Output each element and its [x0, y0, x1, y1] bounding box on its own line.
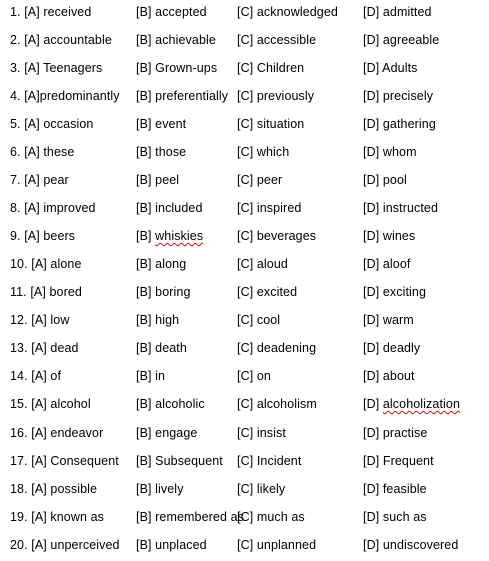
option-c: [C] Incident	[237, 454, 302, 468]
option-d: [D] exciting	[363, 285, 427, 299]
option-c: [C] unplanned	[237, 538, 317, 552]
question-row-4	[0, 84, 489, 112]
option-c: [C] aloud	[237, 257, 288, 271]
question-row-13	[0, 336, 489, 364]
option-b: [B] those	[136, 145, 187, 159]
question-row-12	[0, 308, 489, 336]
option-a: 18. [A] possible	[10, 482, 98, 496]
option-a: 8. [A] improved	[10, 201, 96, 215]
question-row-15	[0, 392, 489, 420]
option-a: 10. [A] alone	[10, 257, 82, 271]
question-row-11	[0, 280, 489, 308]
option-c: [C] accessible	[237, 33, 317, 47]
option-d: [D] Adults	[363, 61, 418, 75]
option-b: [B] high	[136, 313, 180, 327]
option-b: [B] boring	[136, 285, 191, 299]
option-b: [B] unplaced	[136, 538, 207, 552]
option-b: [B] Subsequent	[136, 454, 223, 468]
question-row-16	[0, 421, 489, 449]
option-b: [B] alcoholic	[136, 397, 205, 411]
option-b: [B] Grown-ups	[136, 61, 218, 75]
option-d: [D] wines	[363, 229, 416, 243]
question-row-10	[0, 252, 489, 280]
option-b: [B] event	[136, 117, 187, 131]
question-row-3	[0, 56, 489, 84]
option-d: [D] practise	[363, 426, 428, 440]
option-a: 17. [A] Consequent	[10, 454, 119, 468]
option-c: [C] situation	[237, 117, 305, 131]
option-a: 15. [A] alcohol	[10, 397, 91, 411]
option-a: 14. [A] of	[10, 369, 62, 383]
question-row-1	[0, 0, 489, 28]
option-d-prefix: [D]	[363, 397, 383, 411]
option-a: 2. [A] accountable	[10, 33, 112, 47]
option-d: [D] admitted	[363, 5, 432, 19]
question-row-7	[0, 168, 489, 196]
option-a: 5. [A] occasion	[10, 117, 94, 131]
option-d: [D] such as	[363, 510, 427, 524]
option-a: 3. [A] Teenagers	[10, 61, 103, 75]
question-row-6	[0, 140, 489, 168]
option-a: 12. [A] low	[10, 313, 70, 327]
option-d: [D] aloof	[363, 257, 411, 271]
option-c: [C] excited	[237, 285, 298, 299]
option-d: [D] pool	[363, 173, 407, 187]
option-c: [C] acknowledged	[237, 5, 338, 19]
option-c: [C] beverages	[237, 229, 317, 243]
option-d: [D] feasible	[363, 482, 427, 496]
option-c: [C] alcoholism	[237, 397, 317, 411]
option-d: [D] deadly	[363, 341, 421, 355]
option-b: [B] along	[136, 257, 187, 271]
option-a: 11. [A] bored	[10, 285, 82, 299]
question-row-20	[0, 533, 489, 561]
option-a: 6. [A] these	[10, 145, 75, 159]
option-c: [C] likely	[237, 482, 286, 496]
option-c: [C] which	[237, 145, 290, 159]
option-b-prefix: [B]	[136, 229, 156, 243]
option-d: [D] gathering	[363, 117, 436, 131]
option-b: [B] engage	[136, 426, 198, 440]
option-c: [C] inspired	[237, 201, 302, 215]
question-row-19	[0, 505, 489, 533]
question-row-14	[0, 364, 489, 392]
option-b: [B] achievable	[136, 33, 216, 47]
option-b	[136, 224, 203, 248]
question-row-2	[0, 28, 489, 56]
option-a: 9. [A] beers	[10, 229, 76, 243]
option-c: [C] peer	[237, 173, 283, 187]
spellcheck-flagged-word[interactable]: alcoholization	[382, 397, 461, 411]
option-b: [B] death	[136, 341, 187, 355]
option-c: [C] deadening	[237, 341, 317, 355]
option-c: [C] Children	[237, 61, 305, 75]
option-d: [D] instructed	[363, 201, 439, 215]
question-row-5	[0, 112, 489, 140]
option-c: [C] cool	[237, 313, 281, 327]
option-b: [B] lively	[136, 482, 184, 496]
option-d: [D] undiscovered	[363, 538, 459, 552]
option-d: [D] agreeable	[363, 33, 440, 47]
option-d: [D] whom	[363, 145, 417, 159]
question-row-9	[0, 224, 489, 252]
question-row-18	[0, 477, 489, 505]
option-b: [B] preferentially	[136, 89, 229, 103]
option-d: [D] precisely	[363, 89, 434, 103]
option-a: 7. [A] pear	[10, 173, 69, 187]
option-b: [B] in	[136, 369, 166, 383]
option-a: 20. [A] unperceived	[10, 538, 120, 552]
question-row-17	[0, 449, 489, 477]
option-a: 1. [A] received	[10, 5, 92, 19]
option-c: [C] previously	[237, 89, 315, 103]
option-a: 4. [A]predominantly	[10, 89, 120, 103]
question-row-8	[0, 196, 489, 224]
option-a: 19. [A] known as	[10, 510, 105, 524]
option-b: [B] accepted	[136, 5, 207, 19]
option-a: 13. [A] dead	[10, 341, 79, 355]
option-d	[363, 392, 460, 416]
option-a: 16. [A] endeavor	[10, 426, 104, 440]
option-c: [C] much as	[237, 510, 305, 524]
option-b: [B] included	[136, 201, 203, 215]
option-d: [D] about	[363, 369, 415, 383]
option-b: [B] peel	[136, 173, 180, 187]
option-d: [D] warm	[363, 313, 414, 327]
option-d: [D] Frequent	[363, 454, 434, 468]
option-c: [C] insist	[237, 426, 286, 440]
option-b: [B] remembered as	[136, 510, 244, 524]
spellcheck-flagged-word[interactable]: whiskies	[155, 229, 204, 243]
option-c: [C] on	[237, 369, 271, 383]
